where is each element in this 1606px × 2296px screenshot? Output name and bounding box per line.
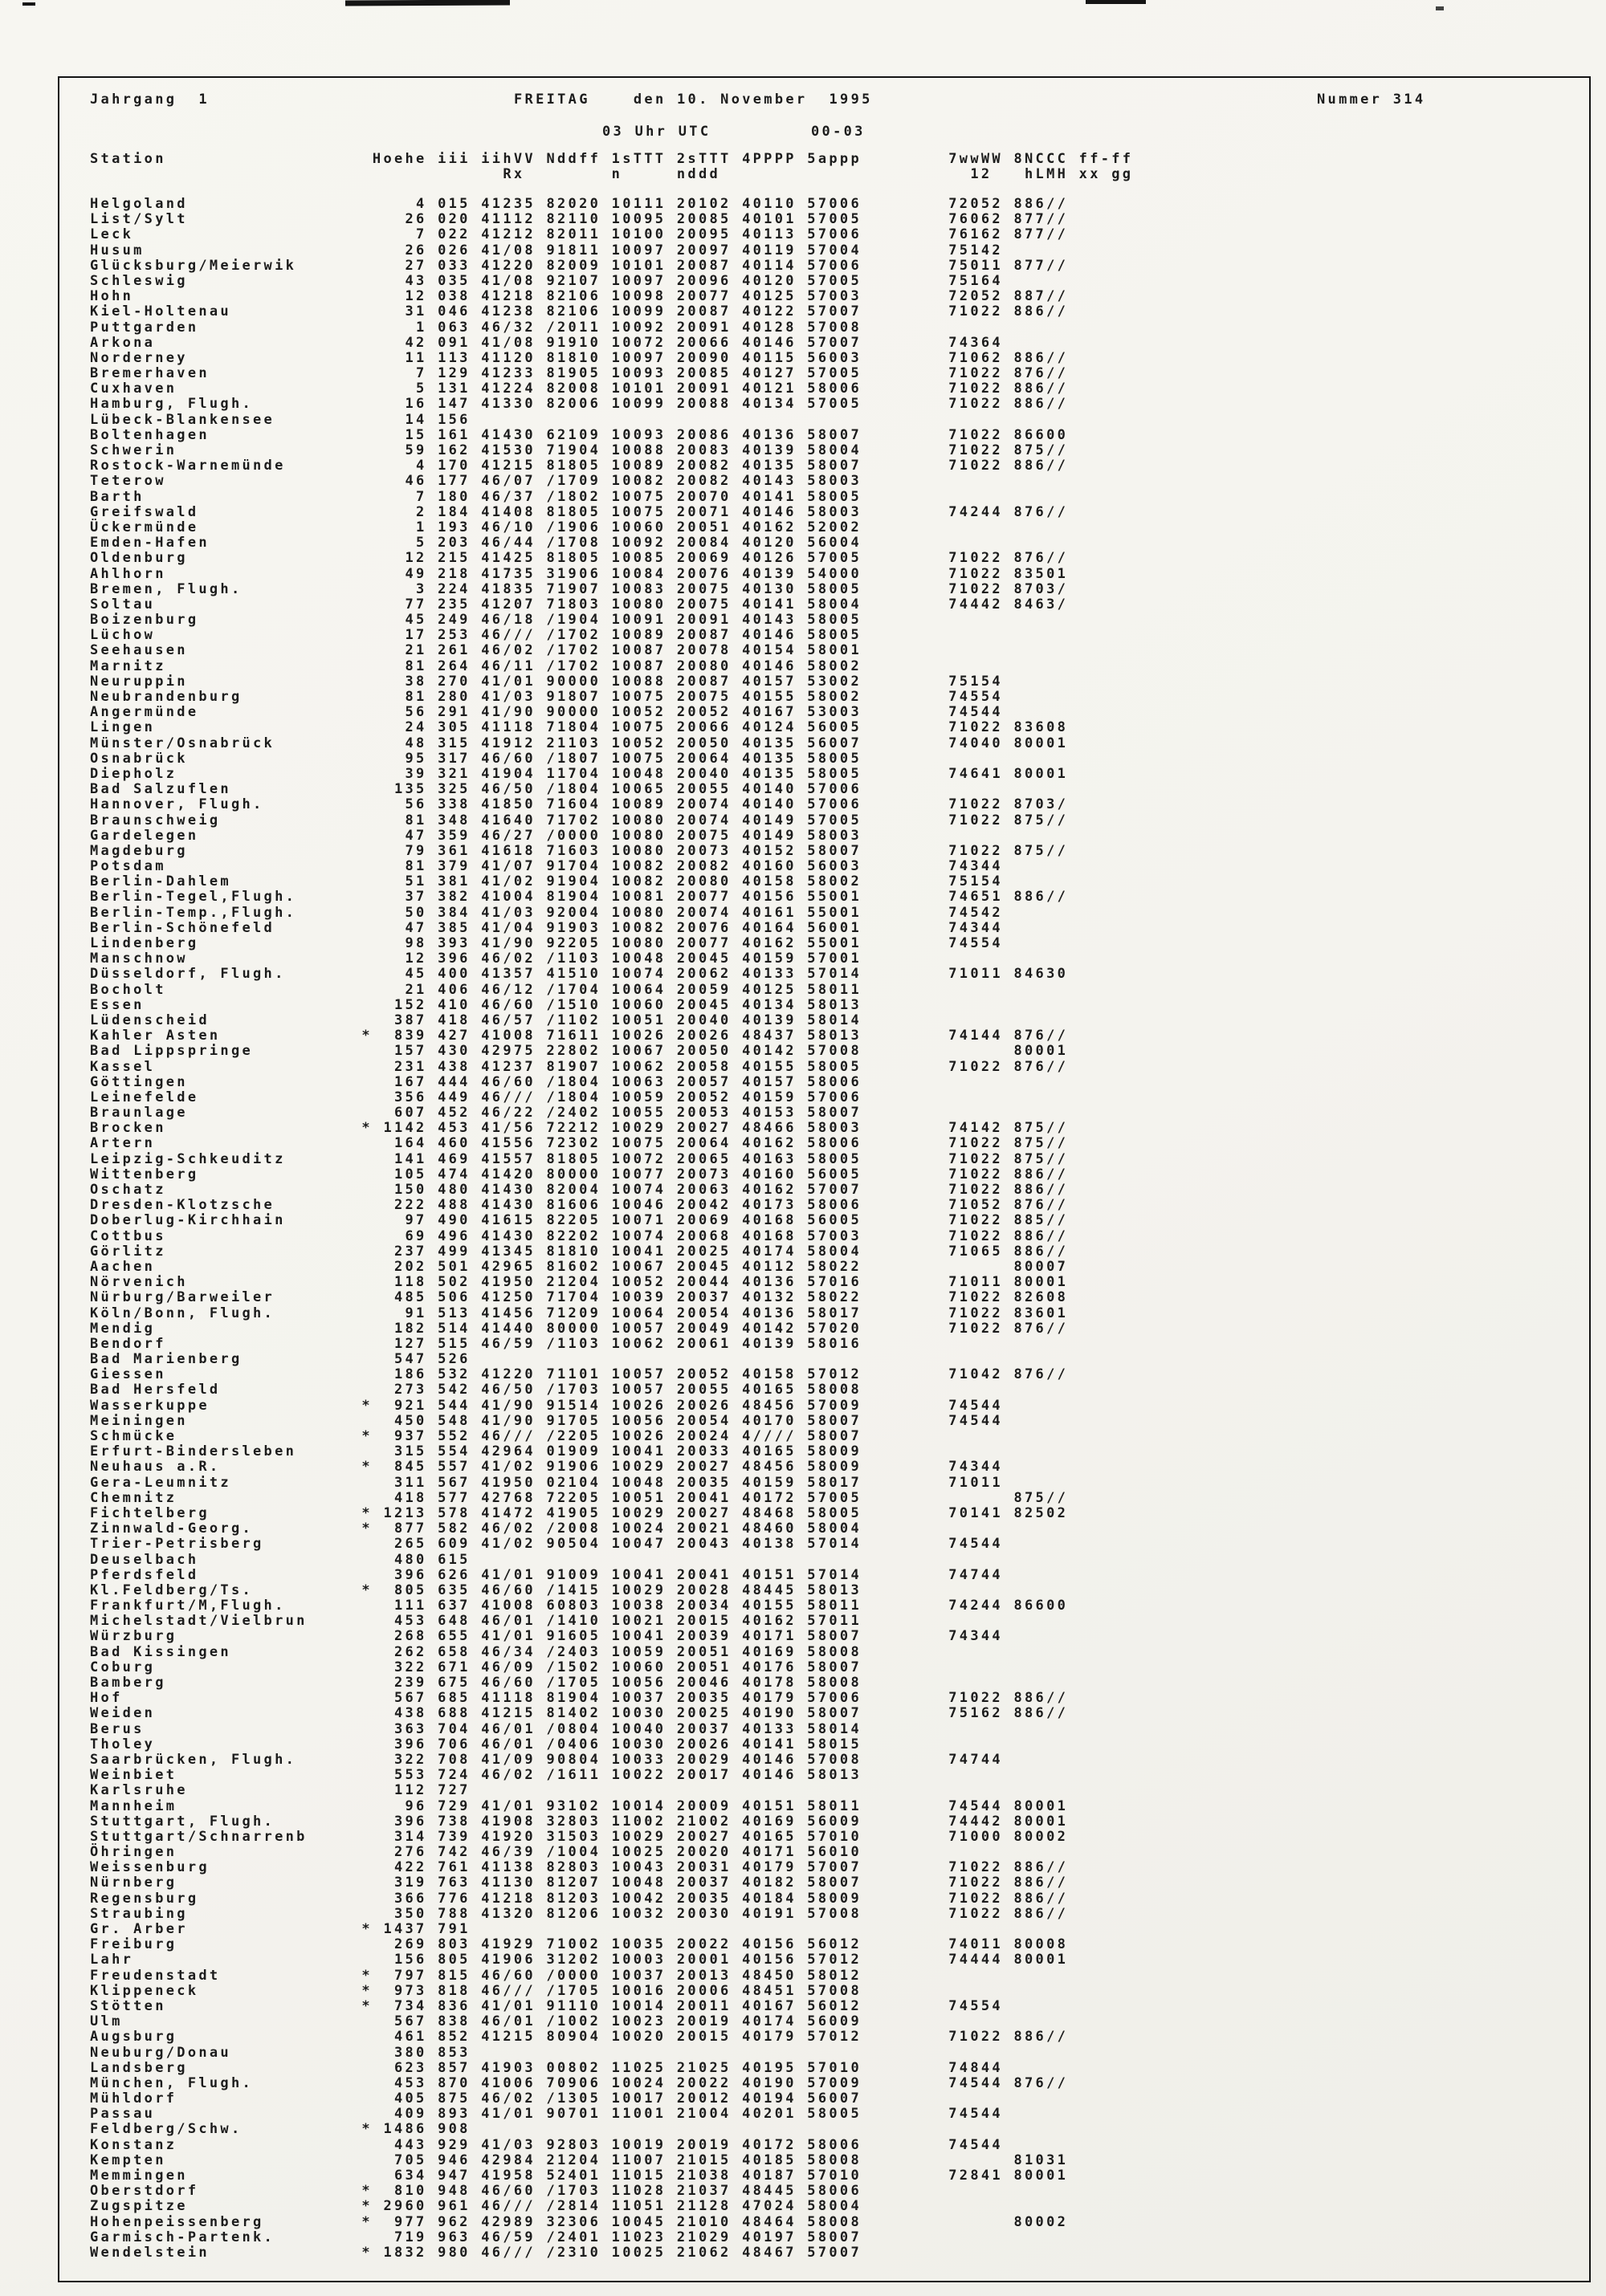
table-row: Deuselbach 480 615 [90, 1551, 1069, 1568]
table-row: Osnabrück 95 317 46/60 /1807 10075 20064 40135 58005 [90, 750, 1069, 767]
table-row: Lindenberg 98 393 41/90 92205 10080 20077 40162 55001 74554 [90, 935, 1069, 951]
table-row: Bremerhaven 7 129 41233 81905 10093 20085 40127 57005 71022 876// [90, 365, 1069, 382]
table-row: Landsberg 623 857 41903 00802 11025 21025 40195 57010 74844 [90, 2059, 1069, 2076]
observation-time-label: 03 Uhr UTC [602, 124, 711, 140]
table-row: Leinefelde 356 449 46/// /1804 10059 20052 40159 57006 [90, 1089, 1069, 1105]
scan-artifact [345, 0, 510, 6]
table-row: Michelstadt/Vielbrun 453 648 46/01 /1410 10021 20015 40162 57011 [90, 1613, 1069, 1630]
table-row: Hohenpeissenberg * 977 962 42989 32306 10045 21010 48464 58008 80002 [90, 2213, 1069, 2230]
table-row: Mannheim 96 729 41/01 93102 10014 20009 40151 58011 74544 80001 [90, 1797, 1069, 1814]
table-row: Chemnitz 418 577 42768 72205 10051 20041 40172 57005 875// [90, 1489, 1069, 1506]
table-row: Berus 363 704 46/01 /0804 10040 20037 40133 58014 [90, 1720, 1069, 1737]
table-header-row-2: Rx n nddd 12 hLMH xx gg [90, 166, 1134, 182]
table-row: Hohn 12 038 41218 82106 10098 20077 40125 57003 72052 887// [90, 288, 1069, 305]
table-row: Neuburg/Donau 380 853 [90, 2044, 1069, 2061]
table-row: Oldenburg 12 215 41425 81805 10085 20069 40126 57005 71022 876// [90, 550, 1069, 567]
station-rows [90, 197, 1068, 2261]
table-row: Pferdsfeld 396 626 41/01 91009 10041 20041 40151 57014 74744 [90, 1566, 1069, 1583]
table-row: Ahlhorn 49 218 41735 31906 10084 20076 40139 54000 71022 83501 [90, 565, 1069, 582]
table-row: Puttgarden 1 063 46/32 /2011 10092 20091 40128 57008 [90, 319, 1069, 336]
table-row: Klippeneck * 973 818 46/// /1705 10016 20006 48451 57008 [90, 1982, 1069, 1999]
table-row: Kahler Asten * 839 427 41008 71611 10026 20026 48437 58013 74144 876// [90, 1028, 1069, 1044]
table-row: Weissenburg 422 761 41138 82803 10043 20031 40179 57007 71022 886// [90, 1859, 1069, 1876]
table-row: Passau 409 893 41/01 90701 11001 21004 40201 58005 74544 [90, 2106, 1069, 2123]
table-row: Doberlug-Kirchhain 97 490 41615 82205 10071 20069 40168 56005 71022 885// [90, 1212, 1069, 1229]
table-row: Oberstdorf * 810 948 46/60 /1703 11028 21037 48445 58006 [90, 2183, 1069, 2200]
table-row: Berlin-Tegel,Flugh. 37 382 41004 81904 10081 20077 40156 55001 74651 886// [90, 889, 1069, 906]
table-row: Lübeck-Blankensee 14 156 [90, 411, 1069, 428]
table-row: Cottbus 69 496 41430 82202 10074 20068 40168 57003 71022 886// [90, 1227, 1069, 1244]
table-row: Schleswig 43 035 41/08 92107 10097 20096 40120 57005 75164 [90, 272, 1069, 289]
table-row: Artern 164 460 41556 72302 10075 20064 40162 58006 71022 875// [90, 1135, 1069, 1152]
table-row: Oschatz 150 480 41430 82004 10074 20063 40162 57007 71022 886// [90, 1182, 1069, 1198]
table-row: Gr. Arber * 1437 791 [90, 1921, 1069, 1937]
table-row: Potsdam 81 379 41/07 91704 10082 20082 40160 56003 74344 [90, 858, 1069, 875]
table-row: Stuttgart/Schnarrenb 314 739 41920 31503 10029 20027 40165 57010 71000 80002 [90, 1828, 1069, 1845]
table-row: Giessen 186 532 41220 71101 10057 20052 40158 57012 71042 876// [90, 1366, 1069, 1383]
table-row: Gardelegen 47 359 46/27 /0000 10080 20075 40149 58003 [90, 827, 1069, 844]
table-row: Dresden-Klotzsche 222 488 41430 81606 10046 20042 40173 58006 71052 876// [90, 1197, 1069, 1214]
scan-artifact [1436, 6, 1444, 10]
table-row: Angermünde 56 291 41/90 90000 10052 20052 40167 53003 74544 [90, 704, 1069, 721]
issue-number-label: Nummer 314 [1317, 92, 1426, 108]
table-row: Hamburg, Flugh. 16 147 41330 82006 10099 20088 40134 57005 71022 886// [90, 396, 1069, 413]
table-row: Nörvenich 118 502 41950 21204 10052 20044 40136 57016 71011 80001 [90, 1274, 1069, 1291]
issue-date-label: FREITAG den 10. November 1995 [514, 92, 873, 108]
table-row: Neuruppin 38 270 41/01 90000 10088 20087 40157 53002 75154 [90, 673, 1069, 690]
table-row: Regensburg 366 776 41218 81203 10042 20035 40184 58009 71022 886// [90, 1890, 1069, 1907]
table-row: Saarbrücken, Flugh. 322 708 41/09 90804 10033 20029 40146 57008 74744 [90, 1751, 1069, 1768]
table-row: München, Flugh. 453 870 41006 70906 10024 20022 40190 57009 74544 876// [90, 2074, 1069, 2091]
table-row: Kassel 231 438 41237 81907 10062 20058 40155 58005 71022 876// [90, 1058, 1069, 1075]
table-row: Neuhaus a.R. * 845 557 41/02 91906 10029 20027 48456 58009 74344 [90, 1459, 1069, 1476]
table-row: Berlin-Temp.,Flugh. 50 384 41/03 92004 10080 20074 40161 55001 74542 [90, 904, 1069, 921]
table-row: Fichtelberg * 1213 578 41472 41905 10029 20027 48468 58005 70141 82502 [90, 1504, 1069, 1521]
table-row: Magdeburg 79 361 41618 71603 10080 20073 40152 58007 71022 875// [90, 842, 1069, 859]
table-row: Lahr 156 805 41906 31202 10003 20001 40156 57012 74444 80001 [90, 1952, 1069, 1968]
table-row: Wasserkuppe * 921 544 41/90 91514 10026 20026 48456 57009 74544 [90, 1397, 1069, 1414]
table-row: Görlitz 237 499 41345 81810 10041 20025 40174 58004 71065 886// [90, 1243, 1069, 1260]
table-row: Helgoland 4 015 41235 82020 10111 20102 40110 57006 72052 886// [90, 196, 1069, 212]
table-row: Weinbiet 553 724 46/02 /1611 10022 20017 40146 58013 [90, 1767, 1069, 1784]
table-row: Bamberg 239 675 46/60 /1705 10056 20046 40178 58008 [90, 1675, 1069, 1691]
table-row: Freudenstadt * 797 815 46/60 /0000 10037 20013 48450 58012 [90, 1967, 1069, 1984]
table-row: Münster/Osnabrück 48 315 41912 21103 10052 20050 40135 56007 74040 80001 [90, 735, 1069, 751]
table-row: Gera-Leumnitz 311 567 41950 02104 10048 20035 40159 58017 71011 [90, 1474, 1069, 1491]
table-row: Mendig 182 514 41440 80000 10057 20049 40142 57020 71022 876// [90, 1320, 1069, 1337]
table-row: Emden-Hafen 5 203 46/44 /1708 10092 20084 40120 56004 [90, 535, 1069, 552]
table-row: Bad Kissingen 262 658 46/34 /2403 10059 20051 40169 58008 [90, 1643, 1069, 1660]
table-row: Bendorf 127 515 46/59 /1103 10062 20061 40139 58016 [90, 1335, 1069, 1352]
table-row: Karlsruhe 112 727 [90, 1782, 1069, 1799]
table-row: Düsseldorf, Flugh. 45 400 41357 41510 10074 20062 40133 57014 71011 84630 [90, 966, 1069, 983]
table-row: Brocken * 1142 453 41/56 72212 10029 20027 48466 58003 74142 875// [90, 1120, 1069, 1137]
table-row: Garmisch-Partenk. 719 963 46/59 /2401 11023 21029 40197 58007 [90, 2229, 1069, 2245]
table-row: Coburg 322 671 46/09 /1502 10060 20051 40176 58007 [90, 1659, 1069, 1675]
table-row: Frankfurt/M,Flugh. 111 637 41008 60803 10038 20034 40155 58011 74244 86600 [90, 1598, 1069, 1614]
table-row: Bad Hersfeld 273 542 46/50 /1703 10057 20055 40165 58008 [90, 1382, 1069, 1398]
table-row: Lingen 24 305 41118 71804 10075 20066 40124 56005 71022 83608 [90, 719, 1069, 736]
table-row: Stötten * 734 836 41/01 91110 10014 20011 40167 56012 74554 [90, 1997, 1069, 2014]
table-row: Feldberg/Schw. * 1486 908 [90, 2121, 1069, 2138]
scan-artifact [22, 2, 35, 6]
table-row: Würzburg 268 655 41/01 91605 10041 20039 40171 58007 74344 [90, 1628, 1069, 1645]
table-row: Diepholz 39 321 41904 11704 10048 20040 40135 58005 74641 80001 [90, 765, 1069, 782]
table-header-row-1: Station Hoehe iii iihVV Nddff 1sTTT 2sTTT 4PPPP 5appp 7wwWW 8NCCC ff-ff [90, 151, 1134, 167]
table-row: Cuxhaven 5 131 41224 82008 10101 20091 40121 58006 71022 886// [90, 381, 1069, 397]
table-row: Meiningen 450 548 41/90 91705 10056 20054 40170 58007 74544 [90, 1412, 1069, 1429]
table-row: Bad Lippspringe 157 430 42975 22802 10067 20050 40142 57008 80001 [90, 1043, 1069, 1060]
table-row: Bremen, Flugh. 3 224 41835 71907 10083 20075 40130 58005 71022 8703/ [90, 580, 1069, 597]
table-row: Braunlage 607 452 46/22 /2402 10055 20053 40153 58007 [90, 1105, 1069, 1122]
observation-period-label: 00-03 [811, 124, 866, 140]
table-row: Kl.Feldberg/Ts. * 805 635 46/60 /1415 10029 20028 48445 58013 [90, 1582, 1069, 1598]
table-row: Ulm 567 838 46/01 /1002 10023 20019 40174 56009 [90, 2013, 1069, 2030]
table-row: Stuttgart, Flugh. 396 738 41908 32803 11002 21002 40169 56009 74442 80001 [90, 1813, 1069, 1830]
table-row: Mühldorf 405 875 46/02 /1305 10017 20012 40194 56007 [90, 2090, 1069, 2107]
table-row: Glücksburg/Meierwik 27 033 41220 82009 10101 20087 40114 57006 75011 877// [90, 257, 1069, 274]
table-row: Augsburg 461 852 41215 80904 10020 20015 40179 57012 71022 886// [90, 2029, 1069, 2046]
table-row: Bocholt 21 406 46/12 /1704 10064 20059 40125 58011 [90, 981, 1069, 998]
page-border [58, 76, 1591, 2282]
table-row: Nürnberg 319 763 41130 81207 10048 20037 40182 58007 71022 886// [90, 1875, 1069, 1891]
table-row: Weiden 438 688 41215 81402 10030 20025 40190 58007 75162 886// [90, 1705, 1069, 1722]
table-row: Öhringen 276 742 46/39 /1004 10025 20020 40171 56010 [90, 1844, 1069, 1861]
table-row: Husum 26 026 41/08 91811 10097 20097 40119 57004 75142 [90, 242, 1069, 259]
table-row: Lüchow 17 253 46/// /1702 10089 20087 40146 58005 [90, 627, 1069, 644]
table-row: Braunschweig 81 348 41640 71702 10080 20074 40149 57005 71022 875// [90, 812, 1069, 828]
table-row: Rostock-Warnemünde 4 170 41215 81805 10089 20082 40135 58007 71022 886// [90, 458, 1069, 474]
table-row: Leck 7 022 41212 82011 10100 20095 40113 57006 76162 877// [90, 226, 1069, 243]
table-row: Berlin-Schönefeld 47 385 41/04 91903 10082 20076 40164 56001 74344 [90, 919, 1069, 936]
table-row: Norderney 11 113 41120 81810 10097 20090 40115 56003 71062 886// [90, 349, 1069, 366]
table-row: Aachen 202 501 42965 81602 10067 20045 40112 58022 80007 [90, 1258, 1069, 1275]
table-row: Kiel-Holtenau 31 046 41238 82106 10099 20087 40122 57007 71022 886// [90, 303, 1069, 320]
table-row: Berlin-Dahlem 51 381 41/02 91904 10082 20080 40158 58002 75154 [90, 873, 1069, 890]
table-row: Ückermünde 1 193 46/10 /1906 10060 20051 40162 52002 [90, 519, 1069, 535]
scan-artifact [1086, 0, 1146, 4]
table-row: Hannover, Flugh. 56 338 41850 71604 10089 20074 40140 57006 71022 8703/ [90, 796, 1069, 813]
table-row: Bad Marienberg 547 526 [90, 1351, 1069, 1368]
table-row: List/Sylt 26 020 41112 82110 10095 20085 40101 57005 76062 877// [90, 211, 1069, 228]
table-row: Boizenburg 45 249 46/18 /1904 10091 20091 40143 58005 [90, 612, 1069, 629]
table-row: Konstanz 443 929 41/03 92803 10019 20019 40172 58006 74544 [90, 2136, 1069, 2153]
table-row: Barth 7 180 46/37 /1802 10075 20070 40141 58005 [90, 488, 1069, 505]
table-row: Manschnow 12 396 46/02 /1103 10048 20045 40159 57001 [90, 951, 1069, 967]
table-row: Lüdenscheid 387 418 46/57 /1102 10051 20040 40139 58014 [90, 1012, 1069, 1028]
table-row: Zinnwald-Georg. * 877 582 46/02 /2008 10024 20021 48460 58004 [90, 1520, 1069, 1537]
table-row: Seehausen 21 261 46/02 /1702 10087 20078 40154 58001 [90, 642, 1069, 659]
journal-volume-label: Jahrgang 1 [90, 92, 210, 108]
table-row: Bad Salzuflen 135 325 46/50 /1804 10065 20055 40140 57006 [90, 781, 1069, 798]
table-row: Memmingen 634 947 41958 52401 11015 21038 40187 57010 72841 80001 [90, 2168, 1069, 2184]
table-row: Teterow 46 177 46/07 /1709 10082 20082 40143 58003 [90, 473, 1069, 490]
table-row: Leipzig-Schkeuditz 141 469 41557 81805 10072 20065 40163 58005 71022 875// [90, 1150, 1069, 1167]
table-row: Erfurt-Bindersleben 315 554 42964 01909 10041 20033 40165 58009 [90, 1443, 1069, 1460]
table-row: Schmücke * 937 552 46/// /2205 10026 20024 4//// 58007 [90, 1428, 1069, 1444]
table-row: Nürburg/Barweiler 485 506 41250 71704 10039 20037 40132 58022 71022 82608 [90, 1289, 1069, 1306]
table-row: Wendelstein * 1832 980 46/// /2310 10025 21062 48467 57007 [90, 2244, 1069, 2261]
table-row: Hof 567 685 41118 81904 10037 20035 40179 57006 71022 886// [90, 1690, 1069, 1707]
table-row: Köln/Bonn, Flugh. 91 513 41456 71209 10064 20054 40136 58017 71022 83601 [90, 1305, 1069, 1321]
table-row: Marnitz 81 264 46/11 /1702 10087 20080 40146 58002 [90, 657, 1069, 674]
table-row: Straubing 350 788 41320 81206 10032 20030 40191 57008 71022 886// [90, 1905, 1069, 1922]
table-row: Essen 152 410 46/60 /1510 10060 20045 40134 58013 [90, 996, 1069, 1013]
table-row: Tholey 396 706 46/01 /0406 10030 20026 40141 58015 [90, 1736, 1069, 1753]
table-row: Göttingen 167 444 46/60 /1804 10063 20057 40157 58006 [90, 1073, 1069, 1090]
table-row: Greifswald 2 184 41408 81805 10075 20071 40146 58003 74244 876// [90, 503, 1069, 520]
table-row: Wittenberg 105 474 41420 80000 10077 20073 40160 56005 71022 886// [90, 1166, 1069, 1183]
table-row: Boltenhagen 15 161 41430 62109 10093 20086 40136 58007 71022 86600 [90, 426, 1069, 443]
table-row: Trier-Petrisberg 265 609 41/02 90504 10047 20043 40138 57014 74544 [90, 1536, 1069, 1553]
table-row: Neubrandenburg 81 280 41/03 91807 10075 20075 40155 58002 74554 [90, 689, 1069, 705]
table-row: Arkona 42 091 41/08 91910 10072 20066 40146 57007 74364 [90, 334, 1069, 351]
table-row: Schwerin 59 162 41530 71904 10088 20083 40139 58004 71022 875// [90, 442, 1069, 458]
table-row: Kempten 705 946 42984 21204 11007 21015 40185 58008 81031 [90, 2151, 1069, 2168]
table-row: Soltau 77 235 41207 71803 10080 20075 40141 58004 74442 8463/ [90, 596, 1069, 613]
table-row: Freiburg 269 803 41929 71002 10035 20022 40156 56012 74011 80008 [90, 1936, 1069, 1953]
table-row: Zugspitze * 2960 961 46/// /2814 11051 21128 47024 58004 [90, 2198, 1069, 2215]
